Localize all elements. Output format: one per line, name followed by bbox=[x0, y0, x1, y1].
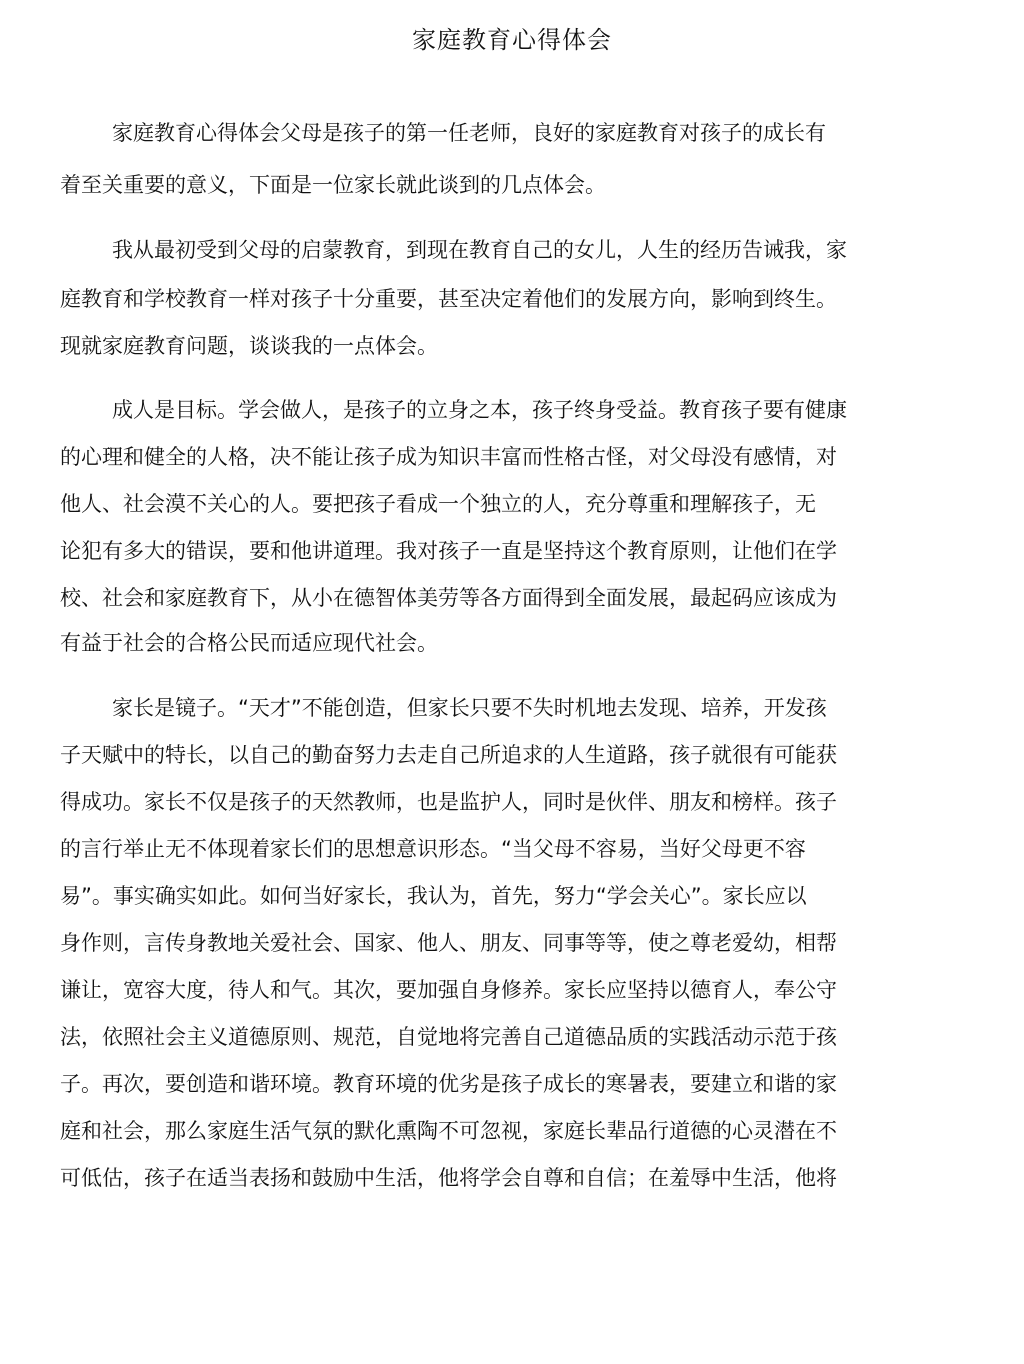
text-line: 有益于社会的合格公民而适应现代社会。 bbox=[60, 631, 438, 655]
text-line: 可低估，孩子在适当表扬和鼓励中生活，他将学会自尊和自信；在羞辱中生活，他将 bbox=[60, 1166, 837, 1190]
text-line: 子天赋中的特长，以自己的勤奋努力去走自己所追求的人生道路，孩子就很有可能获 bbox=[60, 743, 837, 767]
text-line: 校、社会和家庭教育下，从小在德智体美劳等各方面得到全面发展，最起码应该成为 bbox=[60, 586, 837, 610]
text-line: 法，依照社会主义道德原则、规范，自觉地将完善自己道德品质的实践活动示范于孩 bbox=[60, 1025, 837, 1049]
text-line: 子。再次，要创造和谐环境。教育环境的优劣是孩子成长的寒暑表，要建立和谐的家 bbox=[60, 1072, 837, 1096]
text-line: 庭和社会，那么家庭生活气氛的默化熏陶不可忽视，家庭长辈品行道德的心灵潜在不 bbox=[60, 1119, 837, 1143]
text-line: 成人是目标。学会做人，是孩子的立身之本，孩子终身受益。教育孩子要有健康 bbox=[112, 398, 847, 422]
text-line: 庭教育和学校教育一样对孩子十分重要，甚至决定着他们的发展方向，影响到终生。 bbox=[60, 287, 837, 311]
text-line: 现就家庭教育问题，谈谈我的一点体会。 bbox=[60, 334, 438, 358]
text-line: 我从最初受到父母的启蒙教育，到现在教育自己的女儿，人生的经历告诫我，家 bbox=[112, 238, 847, 262]
document-title: 家庭教育心得体会 bbox=[412, 26, 612, 54]
text-line: 家庭教育心得体会父母是孩子的第一任老师，良好的家庭教育对孩子的成长有 bbox=[112, 121, 826, 145]
text-line: 易”。事实确实如此。如何当好家长，我认为，首先，努力“学会关心”。家长应以 bbox=[60, 884, 807, 908]
text-line: 的心理和健全的人格，决不能让孩子成为知识丰富而性格古怪，对父母没有感情，对 bbox=[60, 445, 837, 469]
text-line: 他人、社会漠不关心的人。要把孩子看成一个独立的人，充分尊重和理解孩子，无 bbox=[60, 492, 816, 516]
text-line: 家长是镜子。“天才”不能创造，但家长只要不失时机地去发现、培养，开发孩 bbox=[112, 696, 827, 720]
text-line: 谦让，宽容大度，待人和气。其次，要加强自身修养。家长应坚持以德育人，奉公守 bbox=[60, 978, 837, 1002]
text-line: 论犯有多大的错误，要和他讲道理。我对孩子一直是坚持这个教育原则，让他们在学 bbox=[60, 539, 837, 563]
text-line: 得成功。家长不仅是孩子的天然教师，也是监护人，同时是伙伴、朋友和榜样。孩子 bbox=[60, 790, 837, 814]
text-line: 的言行举止无不体现着家长们的思想意识形态。“当父母不容易，当好父母更不容 bbox=[60, 837, 806, 861]
text-line: 着至关重要的意义，下面是一位家长就此谈到的几点体会。 bbox=[60, 173, 606, 197]
text-line: 身作则，言传身教地关爱社会、国家、他人、朋友、同事等等，使之尊老爱幼，相帮 bbox=[60, 931, 837, 955]
